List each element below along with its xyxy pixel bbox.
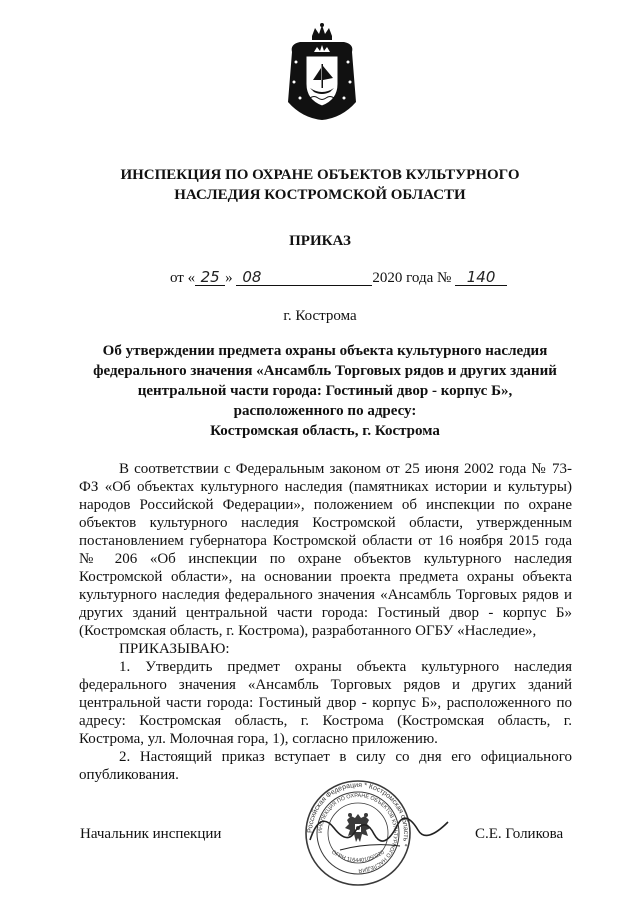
preamble-paragraph: В соответствии с Федеральным законом от 25 июня 2002 года № 73-ФЗ «Об объектах культурного наследия (памятниках истории и культуры) народов Российской Федерации», положением об инспекции по охране объектов культурного наследия Костромской области, утвержденным постановлением губернатора Костромской области от 16 ноября 2015 года № 206 «Об инспекции по охране объектов культурного наследия Костромской области», на основании проекта предмета охраны объекта культурного наследия федерального значения «Ансамбль Торговых рядов и других зданий центральной части города: Гостиный двор - корпус Б» (Костромская область, г. Кострома), разработанного ОГБУ «Наследие», xyxy=(79,461,572,639)
subject-line-4: расположенного по адресу: xyxy=(233,403,417,419)
order-day-close: » xyxy=(225,270,233,286)
seal-outer-text: Российская Федерация * Костромская область * xyxy=(306,781,410,847)
order-from-label: от « xyxy=(170,270,196,286)
signer-name: С.Е. Голикова xyxy=(475,826,564,842)
order-city: г. Кострома xyxy=(283,308,357,324)
organization-line-1: ИНСПЕКЦИЯ ПО ОХРАНЕ ОБЪЕКТОВ КУЛЬТУРНОГО xyxy=(120,167,520,183)
organization-header xyxy=(60,165,580,205)
order-year-label: 2020 года № xyxy=(372,270,452,286)
order-number: 140 xyxy=(455,269,507,286)
subject-line-3: центральной части города: Гостиный двор - корпус Б», xyxy=(137,383,513,399)
order-date-number-line xyxy=(170,269,507,287)
subject-line-1: Об утверждении предмета охраны объекта культурного наследия xyxy=(102,343,548,359)
handwritten-signature xyxy=(300,800,460,860)
order-body xyxy=(79,460,572,784)
order-month: 08 xyxy=(236,269,372,286)
decree-word: ПРИКАЗЫВАЮ: xyxy=(119,641,230,657)
coat-of-arms-icon xyxy=(282,22,362,122)
order-item-2: 2. Настоящий приказ вступает в силу со дня его официального опубликования. xyxy=(79,749,572,783)
subject-line-5: Костромская область, г. Кострома xyxy=(210,423,440,439)
seal-id-text: ОГРН 1164401050220 xyxy=(330,849,386,865)
order-subject xyxy=(80,341,570,441)
order-item-1: 1. Утвердить предмет охраны объекта культурного наследия федерального значения «Ансамбль Торговых рядов и других зданий центральной части города: Гостиный двор - корпус Б», расположенного по адресу: Костромская область, г. Кострома (Костромская область, г. Кострома, ул. Молочная гора, 1), согласно приложению. xyxy=(79,659,572,747)
organization-line-2: НАСЛЕДИЯ КОСТРОМСКОЙ ОБЛАСТИ xyxy=(174,187,466,203)
signer-position: Начальник инспекции xyxy=(80,826,222,842)
order-day: 25 xyxy=(195,269,225,286)
order-title: ПРИКАЗ xyxy=(289,233,351,249)
seal-inner-text: ИНСПЕКЦИЯ ПО ОХРАНЕ ОБЪЕКТОВ КУЛЬТУРНОГО НАСЛЕДИЯ xyxy=(317,792,399,874)
subject-line-2: федерального значения «Ансамбль Торговых рядов и других зданий xyxy=(93,363,557,379)
